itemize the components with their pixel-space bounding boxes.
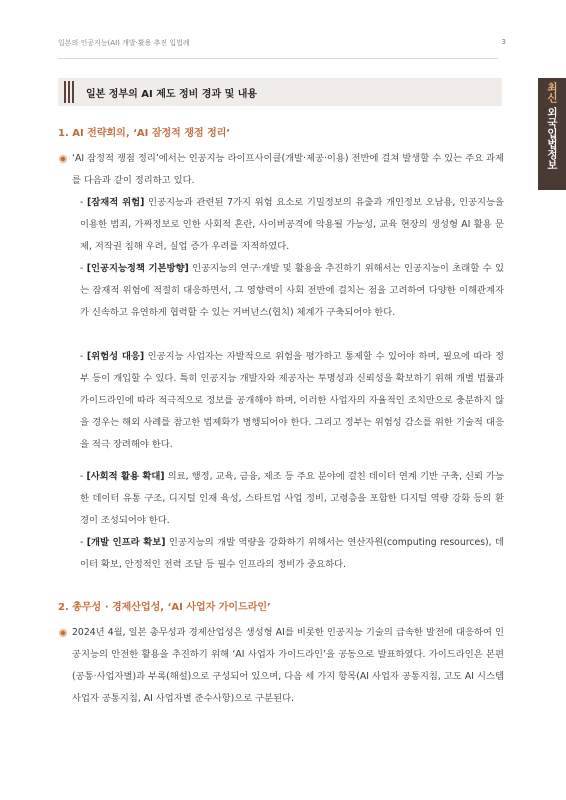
side-tab-tag: 최신: [546, 82, 558, 103]
dash: -: [80, 537, 84, 548]
list-item: [80, 192, 504, 258]
section-banner: [58, 78, 502, 106]
banner-bars-icon: [64, 81, 76, 103]
section-2-intro: 2024년 4월, 일본 총무성과 경제산업성은 생성형 AI를 비롯한 인공지능 기술의 급속한 발전에 대응하여 인공지능의 안전한 활용을 추진하기 위해 ‘AI 사업자 가이드라인’을 공동으로 발표하였다. 가이드라인은 본편(공통·사업자별)과 부록(해설)으로 구성되어 있으며, 다음 세 가지 항목(AI 사업자 공통지침, 고도 AI 시스템 사업자 공통지침, AI 사업자별 준수사항)으로 구분된다.: [72, 627, 504, 704]
side-tab-label: 외국입법정보: [546, 106, 558, 170]
item-keyword: [위험성 대응]: [86, 351, 145, 362]
item-text: 인공지능의 개발 역량을 강화하기 위해서는 연산자원(computing resources), 데이터 확보, 안정적인 전력 조달 등 필수 인프라의 정비가 중요하다.: [80, 537, 504, 570]
section-1-heading: 1. AI 전략회의, ‘AI 잠정적 쟁점 정리’: [58, 128, 231, 139]
circle-bullet-icon: [58, 154, 68, 164]
circle-bullet-icon: [58, 628, 68, 638]
header-divider: [58, 58, 498, 59]
item-text: 인공지능과 관련된 7가지 위험 요소로 기밀정보의 유출과 개인정보 오남용, 인공지능을 이용한 범죄, 가짜정보로 인한 사회적 혼란, 사이버공격에 악용될 가능성, 교육 현장의 생성형 AI 활용 문제, 저작권 침해 우려, 실업 증가 우려를 지적하였다.: [80, 197, 504, 252]
item-text: 의료, 행정, 교육, 금융, 제조 등 주요 분야에 걸친 데이터 연계 기반 구축, 신뢰 가능한 데이터 유통 구조, 디지털 인재 육성, 스타트업 사업 정비, 고령층을 포함한 디지털 역량 강화 등의 환경이 조성되어야 한다.: [80, 471, 504, 526]
running-title: 일본의 인공지능(AI) 개발·활용 추진 입법례: [58, 39, 190, 47]
dash: -: [80, 471, 84, 482]
item-keyword: [인공지능정책 기본방향]: [86, 263, 189, 274]
page-number: 3: [501, 38, 506, 46]
section-1-intro: ‘AI 잠정적 쟁점 정리’에서는 인공지능 라이프사이클(개발·제공·이용) 전반에 걸쳐 발생할 수 있는 주요 과제를 다음과 같이 정리하고 있다.: [72, 153, 504, 186]
dash: -: [80, 263, 84, 274]
banner-title: 일본 정부의 AI 제도 정비 경과 및 내용: [86, 89, 258, 100]
item-text: 인공지능의 연구·개발 및 활용을 추진하기 위해서는 인공지능이 초래할 수 있는 잠재적 위험에 적절히 대응하면서, 그 영향력이 사회 전반에 걸치는 점을 고려하여 다양한 이해관계자가 신속하고 유연하게 협력할 수 있는 거버넌스(협치) 체계가 구축되어야 한다.: [80, 263, 504, 318]
item-text: 인공지능 사업자는 자발적으로 위험을 평가하고 통제할 수 있어야 하며, 필요에 따라 정부 등이 개입할 수 있다. 특히 인공지능 개발자와 제공자는 투명성과 신뢰성을 확보하기 위해 개별 법률과 가이드라인에 따라 적극적으로 정보를 공개해야 하며, 이러한 사업자의 자율적인 조치만으로 충분하지 않을 경우는 해외 사례를 참고한 법제화가 병행되어야 한다. 그리고 정부는 위험성 감소를 위한 기술적 대응을 적극 장려해야 한다.: [80, 351, 504, 450]
list-item: [80, 532, 504, 576]
side-tab: [538, 78, 566, 190]
list-item: [80, 258, 504, 324]
item-keyword: [잠재적 위험]: [87, 197, 145, 208]
running-header: [58, 38, 506, 52]
dash: -: [80, 351, 84, 362]
item-keyword: [사회적 활용 확대]: [86, 471, 165, 482]
item-keyword: [개발 인프라 확보]: [86, 537, 166, 548]
list-item: [80, 466, 504, 532]
section-2-heading: 2. 총무성 · 경제산업성, ‘AI 사업자 가이드라인’: [58, 602, 271, 613]
dash: -: [80, 197, 84, 208]
list-item: [80, 346, 504, 456]
